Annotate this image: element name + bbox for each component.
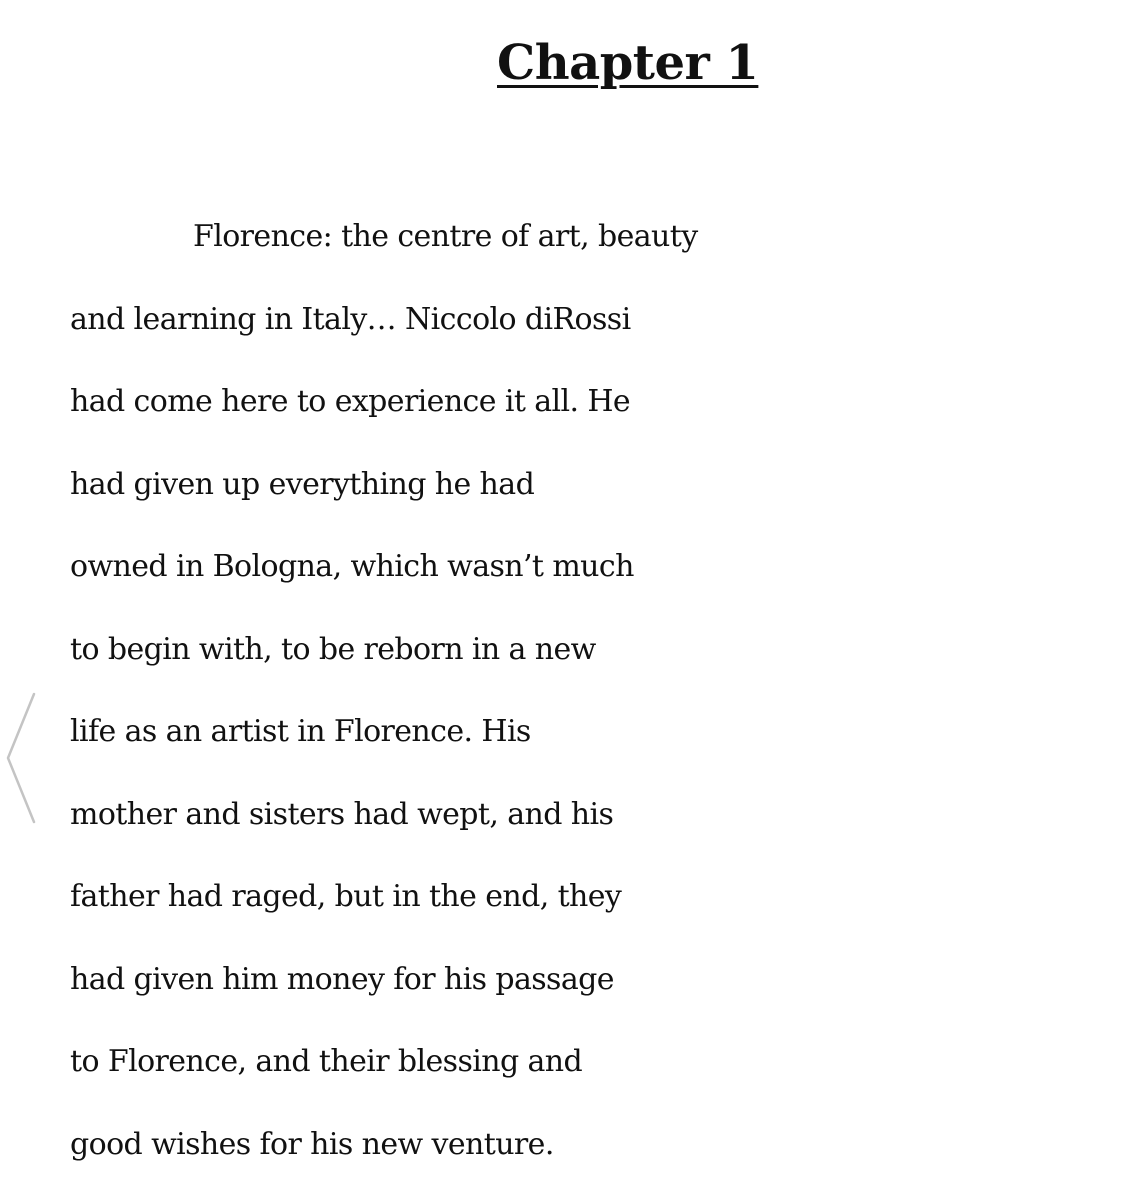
chevron-left-icon bbox=[0, 688, 50, 828]
previous-page-button[interactable] bbox=[0, 688, 50, 828]
paragraph-line: to Florence, and their blessing and bbox=[70, 1044, 583, 1079]
paragraph-line: had given him money for his passage bbox=[70, 961, 614, 997]
paragraph-line: owned in Bologna, which wasn’t much bbox=[70, 549, 634, 584]
paragraph-line: to begin with, to be reborn in a new bbox=[70, 631, 596, 667]
paragraph-line: Florence: the centre of art, beauty bbox=[193, 219, 698, 254]
chapter-body bbox=[70, 196, 1110, 1186]
chapter-title: Chapter 1 bbox=[497, 35, 759, 91]
paragraph-line: father had raged, but in the end, they bbox=[70, 879, 622, 914]
paragraph-line: and learning in Italy… Niccolo diRossi bbox=[70, 301, 631, 337]
paragraph-line: had come here to experience it all. He bbox=[70, 384, 631, 419]
paragraph-line: good wishes for his new venture. bbox=[70, 1126, 554, 1162]
paragraph-line: had given up everything he had bbox=[70, 466, 535, 502]
paragraph-line: life as an artist in Florence. His bbox=[70, 714, 531, 749]
paragraph-line: mother and sisters had wept, and his bbox=[70, 796, 614, 832]
